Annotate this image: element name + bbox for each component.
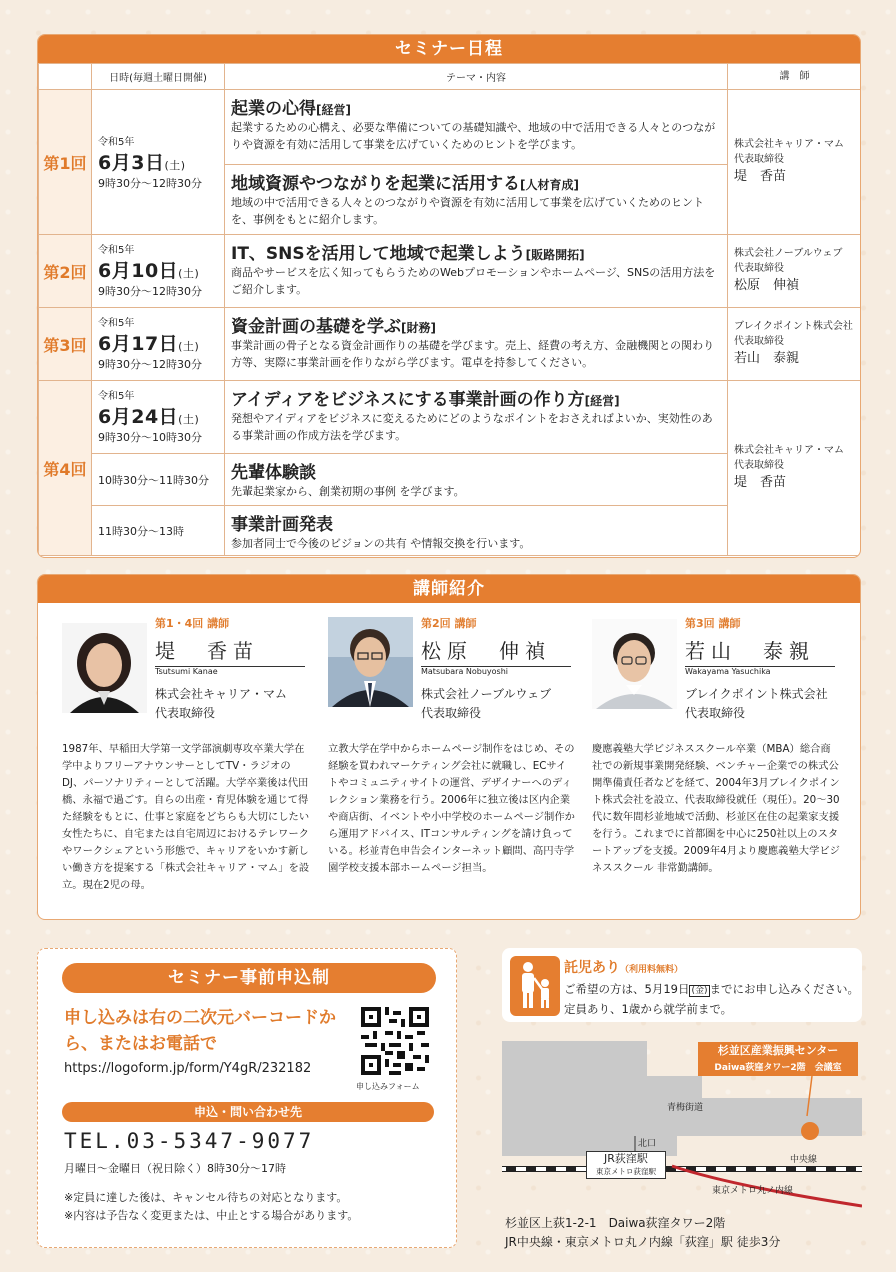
application-box <box>37 948 457 1248</box>
lecturer-cell: 株式会社キャリア・マム 代表取締役 堤 香苗 <box>728 90 862 235</box>
lecturer-intro-box <box>37 574 861 920</box>
topic-cell: 事業計画発表 参加者同士で今後のビジョンの共有 や情報交換を行います。 <box>225 506 728 556</box>
schedule-table <box>38 63 861 556</box>
lecturer-cell: 株式会社ノーブルウェブ 代表取締役 松原 伸禎 <box>728 235 862 308</box>
avatar <box>328 617 413 707</box>
lecturer-tag: 第1・4回 講師 <box>155 617 230 630</box>
office-hours: 月曜日～金曜日（祝日除く）8時30分～17時 <box>64 1162 286 1175</box>
qr-code-icon[interactable] <box>361 1007 429 1075</box>
lecturer-bio: 立教大学在学中からホームページ制作をはじめ、その経験を買われマーケティング会社に就職し、ECサイトやコミュニティサイトの運営、デザイナーへのディレクション業務を行う。2006年に独立後は区内企業や商店街、イベントや小中学校のホームページ制作から運用アドバイス、ITコンサルティングを請け負っている。杉並青色申告会インターネット顧問、高円寺学園学校支援本部ホームページ担当。 <box>328 743 575 874</box>
lecturer-tag: 第2回 講師 <box>421 617 477 630</box>
table-row <box>39 308 862 381</box>
marunouchi-line-label: 東京メトロ丸ノ内線 <box>712 1186 794 1196</box>
session-time: 11時30分～13時 <box>92 506 225 556</box>
contact-heading: 申込・問い合わせ先 <box>62 1102 434 1122</box>
col-topic-header: テーマ・内容 <box>225 64 728 90</box>
session-date: 令和5年 6月24日(土) 9時30分～10時30分 <box>92 381 225 454</box>
lecturer-bio: 慶應義塾大学ビジネススクール卒業（MBA）総合商社での新規事業開発経験、ベンチャー企業での株式公開準備責任者などを経て、2004年3月ブレイクポイント株式会社を設立、代表取締役就任（現任）。20～30代に数年間杉並地域で活動、杉並区在住の起業家支援を行う。これまでに首都圏を中心に250社以上のスタートアップを支援。2009年4月より慶應義塾大学ビジネススクール 非常勤講師。 <box>592 743 840 874</box>
topic-cell: 先輩体験談 先輩起業家から、創業初期の事例 を学びます。 <box>225 454 728 506</box>
table-row <box>39 90 862 165</box>
lecturer-cell: ブレイクポイント株式会社 代表取締役 若山 泰親 <box>728 308 862 381</box>
childcare-title: 託児あり（利用料無料） <box>564 960 684 976</box>
exit-label: 北口 <box>638 1139 657 1149</box>
seminar-schedule-box <box>37 34 861 558</box>
lecturer-company: ブレイクポイント株式会社 代表取締役 <box>685 687 828 720</box>
lecturer-romaji: Tsutsumi Kanae <box>155 667 218 676</box>
apply-heading: セミナー事前申込制 <box>62 963 436 993</box>
lecturer-name: 堤 香苗 <box>155 635 305 667</box>
venue-address: 杉並区上荻1-2-1 Daiwa荻窪タワー2階 JR中央線・東京メトロ丸ノ内線「荻窪」駅 徒歩3分 <box>505 1216 781 1249</box>
session-time: 10時30分～11時30分 <box>92 454 225 506</box>
chuo-line-label: 中央線 <box>790 1155 818 1165</box>
col-date-header: 日時(毎週土曜日開催) <box>92 64 225 90</box>
session-date: 令和5年 6月3日(土) 9時30分～12時30分 <box>92 90 225 235</box>
lecturer-company: 株式会社キャリア・マム 代表取締役 <box>155 687 288 720</box>
access-map <box>502 1036 862 1211</box>
session-date: 令和5年 6月10日(土) 9時30分～12時30分 <box>92 235 225 308</box>
lecturer-romaji: Wakayama Yasuchika <box>685 667 771 676</box>
table-row <box>39 381 862 454</box>
venue-badge: 杉並区産業振興センター Daiwa荻窪タワー2階 会議室 <box>698 1042 858 1076</box>
session-number: 第3回 <box>39 308 92 381</box>
apply-message: 申し込みは右の二次元バーコードから、またはお電話で <box>64 1008 336 1054</box>
topic-cell: 地域資源やつながりを起業に活用する[人材育成] 地域の中で活用できる人々とのつながりや資源を有効に活用して事業を広げていくためのヒントを、事例をもとに紹介します。 <box>225 165 728 235</box>
avatar <box>592 619 677 709</box>
lecturer-heading: 講師紹介 <box>38 575 860 603</box>
lecturer-name: 若山 泰親 <box>685 635 835 667</box>
topic-cell: アイディアをビジネスにする事業計画の作り方[経営] 発想やアイディアをビジネスに変えるためにどのようなポイントをおさえればよいか、実効性のある事業計画の作成方法を学びます。 <box>225 381 728 454</box>
lecturer-bio: 1987年、早稲田大学第一文学部演劇専攻卒業大学在学中よりフリーアナウンサーとしてTV・ラジオのDJ、パーソナリティーとして活躍。大学卒業後は代田橋、永福で過ごす。自らの出産・育児体験を通じて得た経験をもとに、仕事と家庭をどちらも大切にしたい女性たちに、自宅または自宅周辺におけるテレワークやワークシェアという形態で、キャリアをいかす新しい働き方を提案する「株式会社キャリア・マム」を設立。現在2児の母。 <box>62 743 310 891</box>
qr-label: 申し込みフォーム <box>356 1082 420 1091</box>
col-lecturer-header: 講 師 <box>728 64 862 90</box>
seminar-heading: セミナー日程 <box>38 35 860 63</box>
lecturer-name: 松原 伸禎 <box>421 635 571 667</box>
table-header-row <box>39 64 862 90</box>
session-number: 第1回 <box>39 90 92 235</box>
session-number: 第4回 <box>39 381 92 556</box>
avatar <box>62 623 147 713</box>
notes: ※定員に達した後は、キャンセル待ちの対応となります。 ※内容は予告なく変更または、中止とする場合があります。 <box>64 1191 359 1222</box>
topic-cell: IT、SNSを活用して地域で起業しよう[販路開拓] 商品やサービスを広く知ってもらうためのWebプロモーションやホームページ、SNSの活用方法をご紹介します。 <box>225 235 728 308</box>
table-row <box>39 235 862 308</box>
session-number: 第2回 <box>39 235 92 308</box>
lecturer-company: 株式会社ノーブルウェブ 代表取締役 <box>421 687 552 720</box>
apply-url-link[interactable]: https://logoform.jp/form/Y4gR/232182 <box>64 1061 312 1076</box>
lecturer-romaji: Matsubara Nobuyoshi <box>421 667 509 676</box>
street-label: 青梅街道 <box>667 1103 704 1113</box>
session-date: 令和5年 6月17日(土) 9時30分～12時30分 <box>92 308 225 381</box>
topic-cell: 起業の心得[経営] 起業するための心構え、必要な準備についての基礎知識や、地域の中で活用できる人々とのつながりや資源を有効に活用して事業を広げていくためのヒントを学びます。 <box>225 90 728 165</box>
station-label: JR荻窪駅 東京メトロ荻窪駅 <box>586 1151 666 1179</box>
childcare-details: ご希望の方は、5月19日 (金) までにお申し込みください。 定員あり、1歳から就学前まで。 <box>564 982 859 1016</box>
childcare-box <box>502 948 862 1022</box>
lecturer-cell: 株式会社キャリア・マム 代表取締役 堤 香苗 <box>728 381 862 556</box>
topic-cell: 資金計画の基礎を学ぶ[財務] 事業計画の骨子となる資金計画作りの基礎を学びます。売上、経費の考え方、金融機関との関わり方等、実際に事業計画を作りながら学びます。電卓を持参してください。 <box>225 308 728 381</box>
parent-child-icon <box>510 956 560 1016</box>
lecturer-tag: 第3回 講師 <box>685 617 741 630</box>
phone-number[interactable]: TEL.03-5347-9077 <box>64 1129 315 1153</box>
